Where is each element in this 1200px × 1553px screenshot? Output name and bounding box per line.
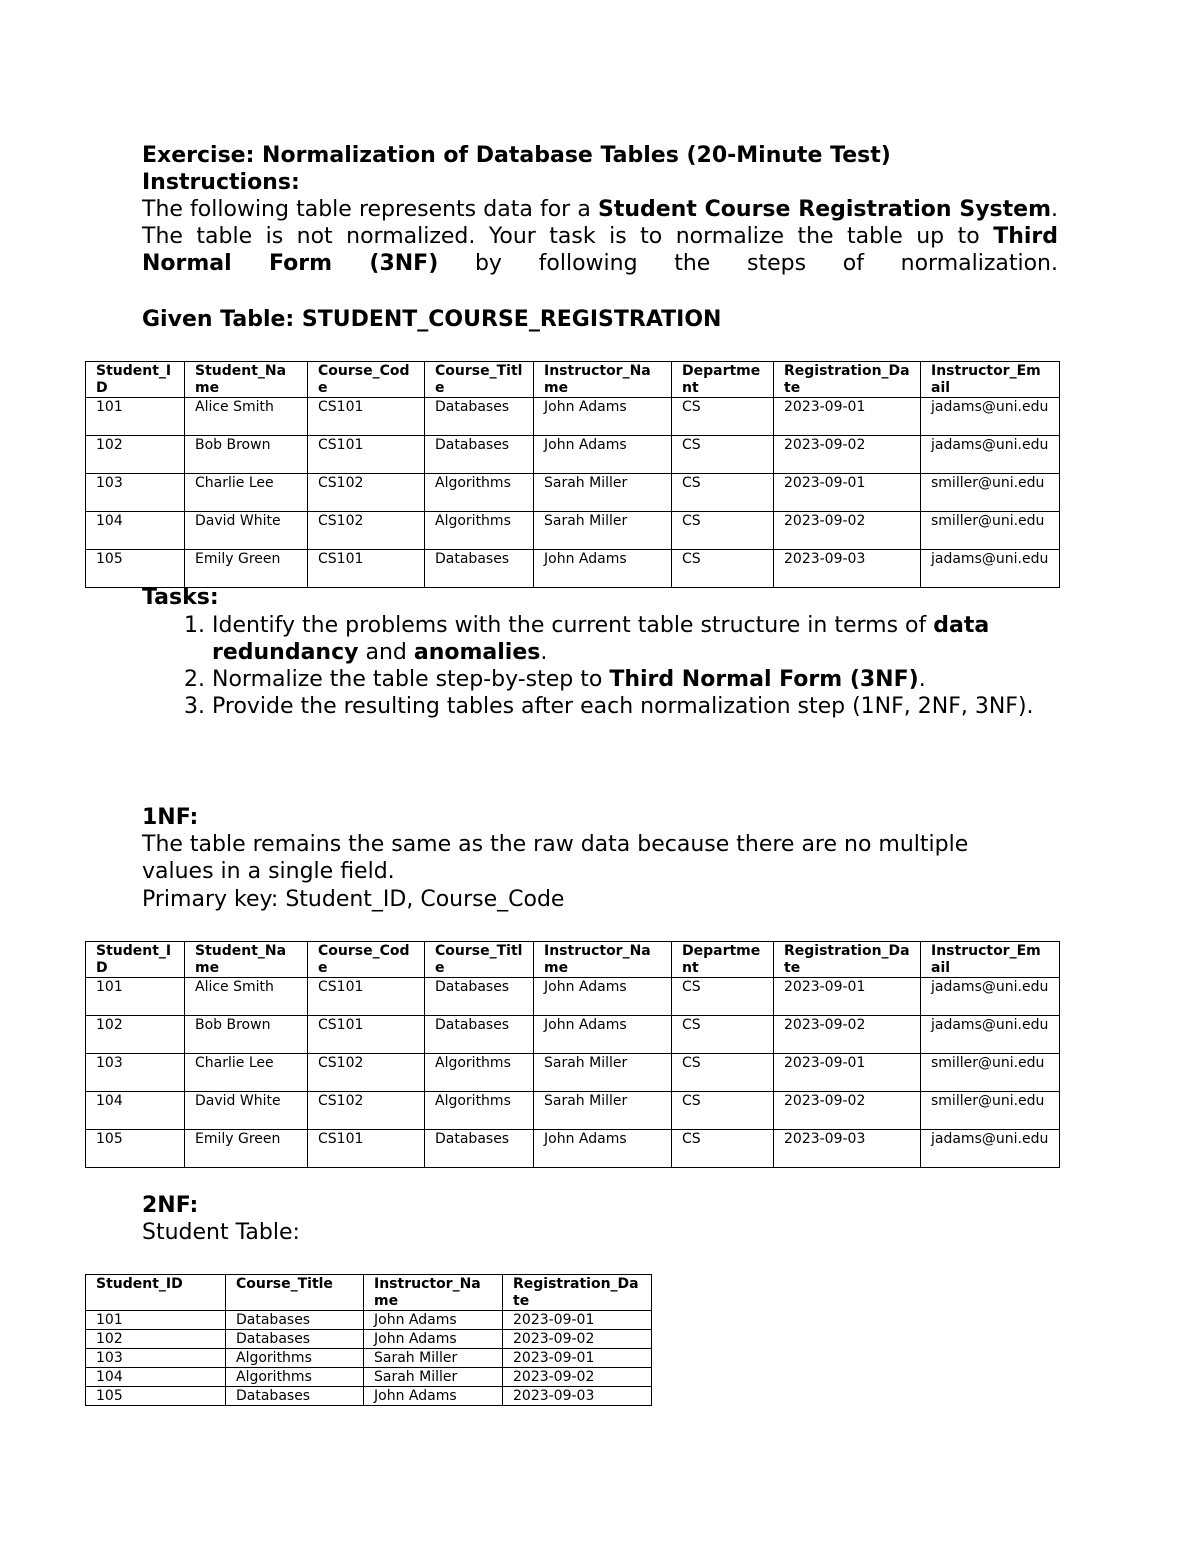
table-row bbox=[86, 1016, 1060, 1054]
table-row bbox=[86, 512, 1060, 550]
table-cell: 103 bbox=[86, 1349, 226, 1368]
header-cell: Department bbox=[672, 942, 774, 978]
header-cell: Registration_Date bbox=[774, 942, 921, 978]
header-cell: Course_Code bbox=[308, 942, 425, 978]
table-cell: Databases bbox=[226, 1330, 364, 1349]
nf1-primary-key: Primary key: Student_ID, Course_Code bbox=[142, 887, 565, 912]
table-cell: Algorithms bbox=[425, 474, 534, 512]
table-row bbox=[86, 1387, 652, 1406]
table-cell: Algorithms bbox=[425, 512, 534, 550]
table-row bbox=[86, 1330, 652, 1349]
table-cell: 103 bbox=[86, 1054, 185, 1092]
table-cell: CS101 bbox=[308, 550, 425, 588]
table-cell: 2023-09-02 bbox=[774, 1016, 921, 1054]
list-item bbox=[212, 612, 1132, 666]
table-cell: CS bbox=[672, 512, 774, 550]
table-cell: Algorithms bbox=[425, 1092, 534, 1130]
table-cell: Sarah Miller bbox=[534, 512, 672, 550]
table-cell: 2023-09-02 bbox=[503, 1368, 652, 1387]
table-cell: Bob Brown bbox=[185, 436, 308, 474]
table-cell: Charlie Lee bbox=[185, 474, 308, 512]
table-cell: CS bbox=[672, 978, 774, 1016]
intro-text-1: The following table represents data for a bbox=[142, 197, 598, 222]
nf1-heading: 1NF: bbox=[142, 805, 199, 830]
header-cell: Registration_Date bbox=[774, 362, 921, 398]
table-cell: John Adams bbox=[534, 398, 672, 436]
table-cell: 2023-09-02 bbox=[503, 1330, 652, 1349]
table-cell: Alice Smith bbox=[185, 978, 308, 1016]
task-bold: Third Normal Form (3NF) bbox=[609, 667, 919, 692]
table-cell: 2023-09-01 bbox=[503, 1311, 652, 1330]
table-cell: Bob Brown bbox=[185, 1016, 308, 1054]
header-cell: Course_Title bbox=[425, 942, 534, 978]
table-cell: smiller@uni.edu bbox=[921, 512, 1060, 550]
header-cell: Course_Title bbox=[226, 1275, 364, 1311]
table-header-row bbox=[86, 362, 1060, 398]
header-cell: Registration_Date bbox=[503, 1275, 652, 1311]
table-row bbox=[86, 978, 1060, 1016]
table-cell: 102 bbox=[86, 1330, 226, 1349]
header-cell: Course_Code bbox=[308, 362, 425, 398]
intro-text-2: . The table is not normalized. Your task is to normalize the table up to bbox=[142, 197, 1058, 249]
nf2-subheading: Student Table: bbox=[142, 1220, 300, 1245]
header-cell: Instructor_Name bbox=[364, 1275, 503, 1311]
given-table-heading: Given Table: STUDENT_COURSE_REGISTRATION bbox=[142, 307, 722, 332]
table-row bbox=[86, 1130, 1060, 1168]
table-cell: CS102 bbox=[308, 1092, 425, 1130]
table-cell: 101 bbox=[86, 1311, 226, 1330]
table-cell: jadams@uni.edu bbox=[921, 550, 1060, 588]
table-cell: smiller@uni.edu bbox=[921, 1054, 1060, 1092]
table-cell: CS101 bbox=[308, 436, 425, 474]
table-cell: jadams@uni.edu bbox=[921, 978, 1060, 1016]
table-cell: 2023-09-01 bbox=[503, 1349, 652, 1368]
table-cell: 104 bbox=[86, 512, 185, 550]
table-cell: 2023-09-02 bbox=[774, 436, 921, 474]
header-cell: Student_Name bbox=[185, 942, 308, 978]
table-row bbox=[86, 1368, 652, 1387]
intro-text-3: by following the steps of normalization. bbox=[438, 251, 1058, 276]
intro-paragraph bbox=[142, 196, 1058, 277]
table-row bbox=[86, 1092, 1060, 1130]
table-cell: 2023-09-01 bbox=[774, 474, 921, 512]
instructions-heading: Instructions: bbox=[142, 170, 300, 195]
table-cell: 102 bbox=[86, 436, 185, 474]
table-cell: John Adams bbox=[534, 978, 672, 1016]
table-cell: CS101 bbox=[308, 978, 425, 1016]
table-cell: CS102 bbox=[308, 512, 425, 550]
table-cell: John Adams bbox=[534, 550, 672, 588]
table-row bbox=[86, 550, 1060, 588]
table-cell: 105 bbox=[86, 1387, 226, 1406]
table-cell: 105 bbox=[86, 550, 185, 588]
header-cell: Course_Title bbox=[425, 362, 534, 398]
list-item bbox=[212, 666, 1132, 693]
table-cell: CS bbox=[672, 474, 774, 512]
table-cell: John Adams bbox=[364, 1330, 503, 1349]
table-cell: Emily Green bbox=[185, 1130, 308, 1168]
table-cell: Databases bbox=[226, 1387, 364, 1406]
task-text: Provide the resulting tables after each normalization step (1NF, 2NF, 3NF). bbox=[212, 694, 1034, 719]
table-cell: jadams@uni.edu bbox=[921, 1130, 1060, 1168]
table-cell: 104 bbox=[86, 1368, 226, 1387]
table-row bbox=[86, 1054, 1060, 1092]
task-text: . bbox=[918, 667, 926, 692]
table-cell: Algorithms bbox=[425, 1054, 534, 1092]
task-text: . bbox=[540, 640, 548, 665]
task-text: Normalize the table step-by-step to bbox=[212, 667, 610, 692]
table-row bbox=[86, 398, 1060, 436]
table-cell: Alice Smith bbox=[185, 398, 308, 436]
table-cell: 103 bbox=[86, 474, 185, 512]
table-cell: John Adams bbox=[364, 1311, 503, 1330]
nf1-table bbox=[85, 941, 1060, 1168]
table-cell: jadams@uni.edu bbox=[921, 1016, 1060, 1054]
student-table bbox=[85, 1274, 652, 1406]
table-cell: jadams@uni.edu bbox=[921, 436, 1060, 474]
nf2-heading: 2NF: bbox=[142, 1193, 199, 1218]
table-cell: CS bbox=[672, 436, 774, 474]
table-cell: CS bbox=[672, 1016, 774, 1054]
table-cell: CS bbox=[672, 398, 774, 436]
table-cell: Databases bbox=[425, 1130, 534, 1168]
table-cell: CS bbox=[672, 550, 774, 588]
table-cell: Databases bbox=[425, 550, 534, 588]
table-cell: Charlie Lee bbox=[185, 1054, 308, 1092]
table-cell: John Adams bbox=[534, 1130, 672, 1168]
table-cell: 101 bbox=[86, 398, 185, 436]
table-cell: Sarah Miller bbox=[534, 1092, 672, 1130]
table-cell: John Adams bbox=[534, 1016, 672, 1054]
table-cell: 2023-09-02 bbox=[774, 512, 921, 550]
header-cell: Instructor_Name bbox=[534, 942, 672, 978]
task-bold: data redundancy bbox=[212, 613, 990, 665]
table-cell: 2023-09-01 bbox=[774, 978, 921, 1016]
table-cell: Databases bbox=[425, 1016, 534, 1054]
table-cell: Algorithms bbox=[226, 1349, 364, 1368]
table-cell: CS bbox=[672, 1130, 774, 1168]
table-cell: Sarah Miller bbox=[534, 474, 672, 512]
table-header-row bbox=[86, 942, 1060, 978]
table-row bbox=[86, 436, 1060, 474]
table-cell: 2023-09-03 bbox=[774, 1130, 921, 1168]
table-cell: 2023-09-03 bbox=[503, 1387, 652, 1406]
table-cell: Sarah Miller bbox=[534, 1054, 672, 1092]
header-cell: Instructor_Name bbox=[534, 362, 672, 398]
nf1-text-line-2: values in a single field. bbox=[142, 859, 395, 884]
header-cell: Student_ID bbox=[86, 362, 185, 398]
tasks-heading: Tasks: bbox=[142, 585, 219, 610]
task-text: Identify the problems with the current table structure in terms of bbox=[212, 613, 934, 638]
header-cell: Instructor_Email bbox=[921, 942, 1060, 978]
table-row bbox=[86, 1311, 652, 1330]
table-cell: Algorithms bbox=[226, 1368, 364, 1387]
table-cell: 101 bbox=[86, 978, 185, 1016]
table-cell: 104 bbox=[86, 1092, 185, 1130]
table-row bbox=[86, 1349, 652, 1368]
table-cell: Databases bbox=[226, 1311, 364, 1330]
header-cell: Department bbox=[672, 362, 774, 398]
table-cell: Sarah Miller bbox=[364, 1368, 503, 1387]
exercise-title: Exercise: Normalization of Database Tables (20-Minute Test) bbox=[142, 143, 891, 168]
table-cell: CS102 bbox=[308, 474, 425, 512]
table-cell: 2023-09-01 bbox=[774, 398, 921, 436]
table-cell: CS101 bbox=[308, 1130, 425, 1168]
table-cell: 2023-09-03 bbox=[774, 550, 921, 588]
table-cell: John Adams bbox=[364, 1387, 503, 1406]
table-cell: Emily Green bbox=[185, 550, 308, 588]
table-cell: 102 bbox=[86, 1016, 185, 1054]
table-cell: Databases bbox=[425, 436, 534, 474]
table-cell: CS bbox=[672, 1054, 774, 1092]
table-cell: CS bbox=[672, 1092, 774, 1130]
table-cell: Sarah Miller bbox=[364, 1349, 503, 1368]
table-cell: Databases bbox=[425, 398, 534, 436]
table-cell: CS101 bbox=[308, 1016, 425, 1054]
table-cell: 2023-09-01 bbox=[774, 1054, 921, 1092]
table-cell: CS101 bbox=[308, 398, 425, 436]
table-header-row bbox=[86, 1275, 652, 1311]
table-cell: 105 bbox=[86, 1130, 185, 1168]
table-row bbox=[86, 474, 1060, 512]
table-cell: smiller@uni.edu bbox=[921, 474, 1060, 512]
table-cell: CS102 bbox=[308, 1054, 425, 1092]
header-cell: Student_Name bbox=[185, 362, 308, 398]
table-cell: 2023-09-02 bbox=[774, 1092, 921, 1130]
list-item bbox=[212, 693, 1132, 720]
table-cell: smiller@uni.edu bbox=[921, 1092, 1060, 1130]
table-cell: John Adams bbox=[534, 436, 672, 474]
tasks-list bbox=[142, 612, 1132, 720]
intro-bold-3nf: Third Normal Form (3NF) bbox=[142, 224, 1058, 276]
given-table bbox=[85, 361, 1060, 588]
header-cell: Student_ID bbox=[86, 942, 185, 978]
header-cell: Student_ID bbox=[86, 1275, 226, 1311]
intro-bold-system: Student Course Registration System bbox=[597, 197, 1051, 222]
task-text: and bbox=[358, 640, 414, 665]
table-cell: David White bbox=[185, 1092, 308, 1130]
table-cell: David White bbox=[185, 512, 308, 550]
nf1-text-line-1: The table remains the same as the raw data because there are no multiple bbox=[142, 832, 969, 857]
task-bold: anomalies bbox=[413, 640, 541, 665]
table-cell: jadams@uni.edu bbox=[921, 398, 1060, 436]
header-cell: Instructor_Email bbox=[921, 362, 1060, 398]
table-cell: Databases bbox=[425, 978, 534, 1016]
